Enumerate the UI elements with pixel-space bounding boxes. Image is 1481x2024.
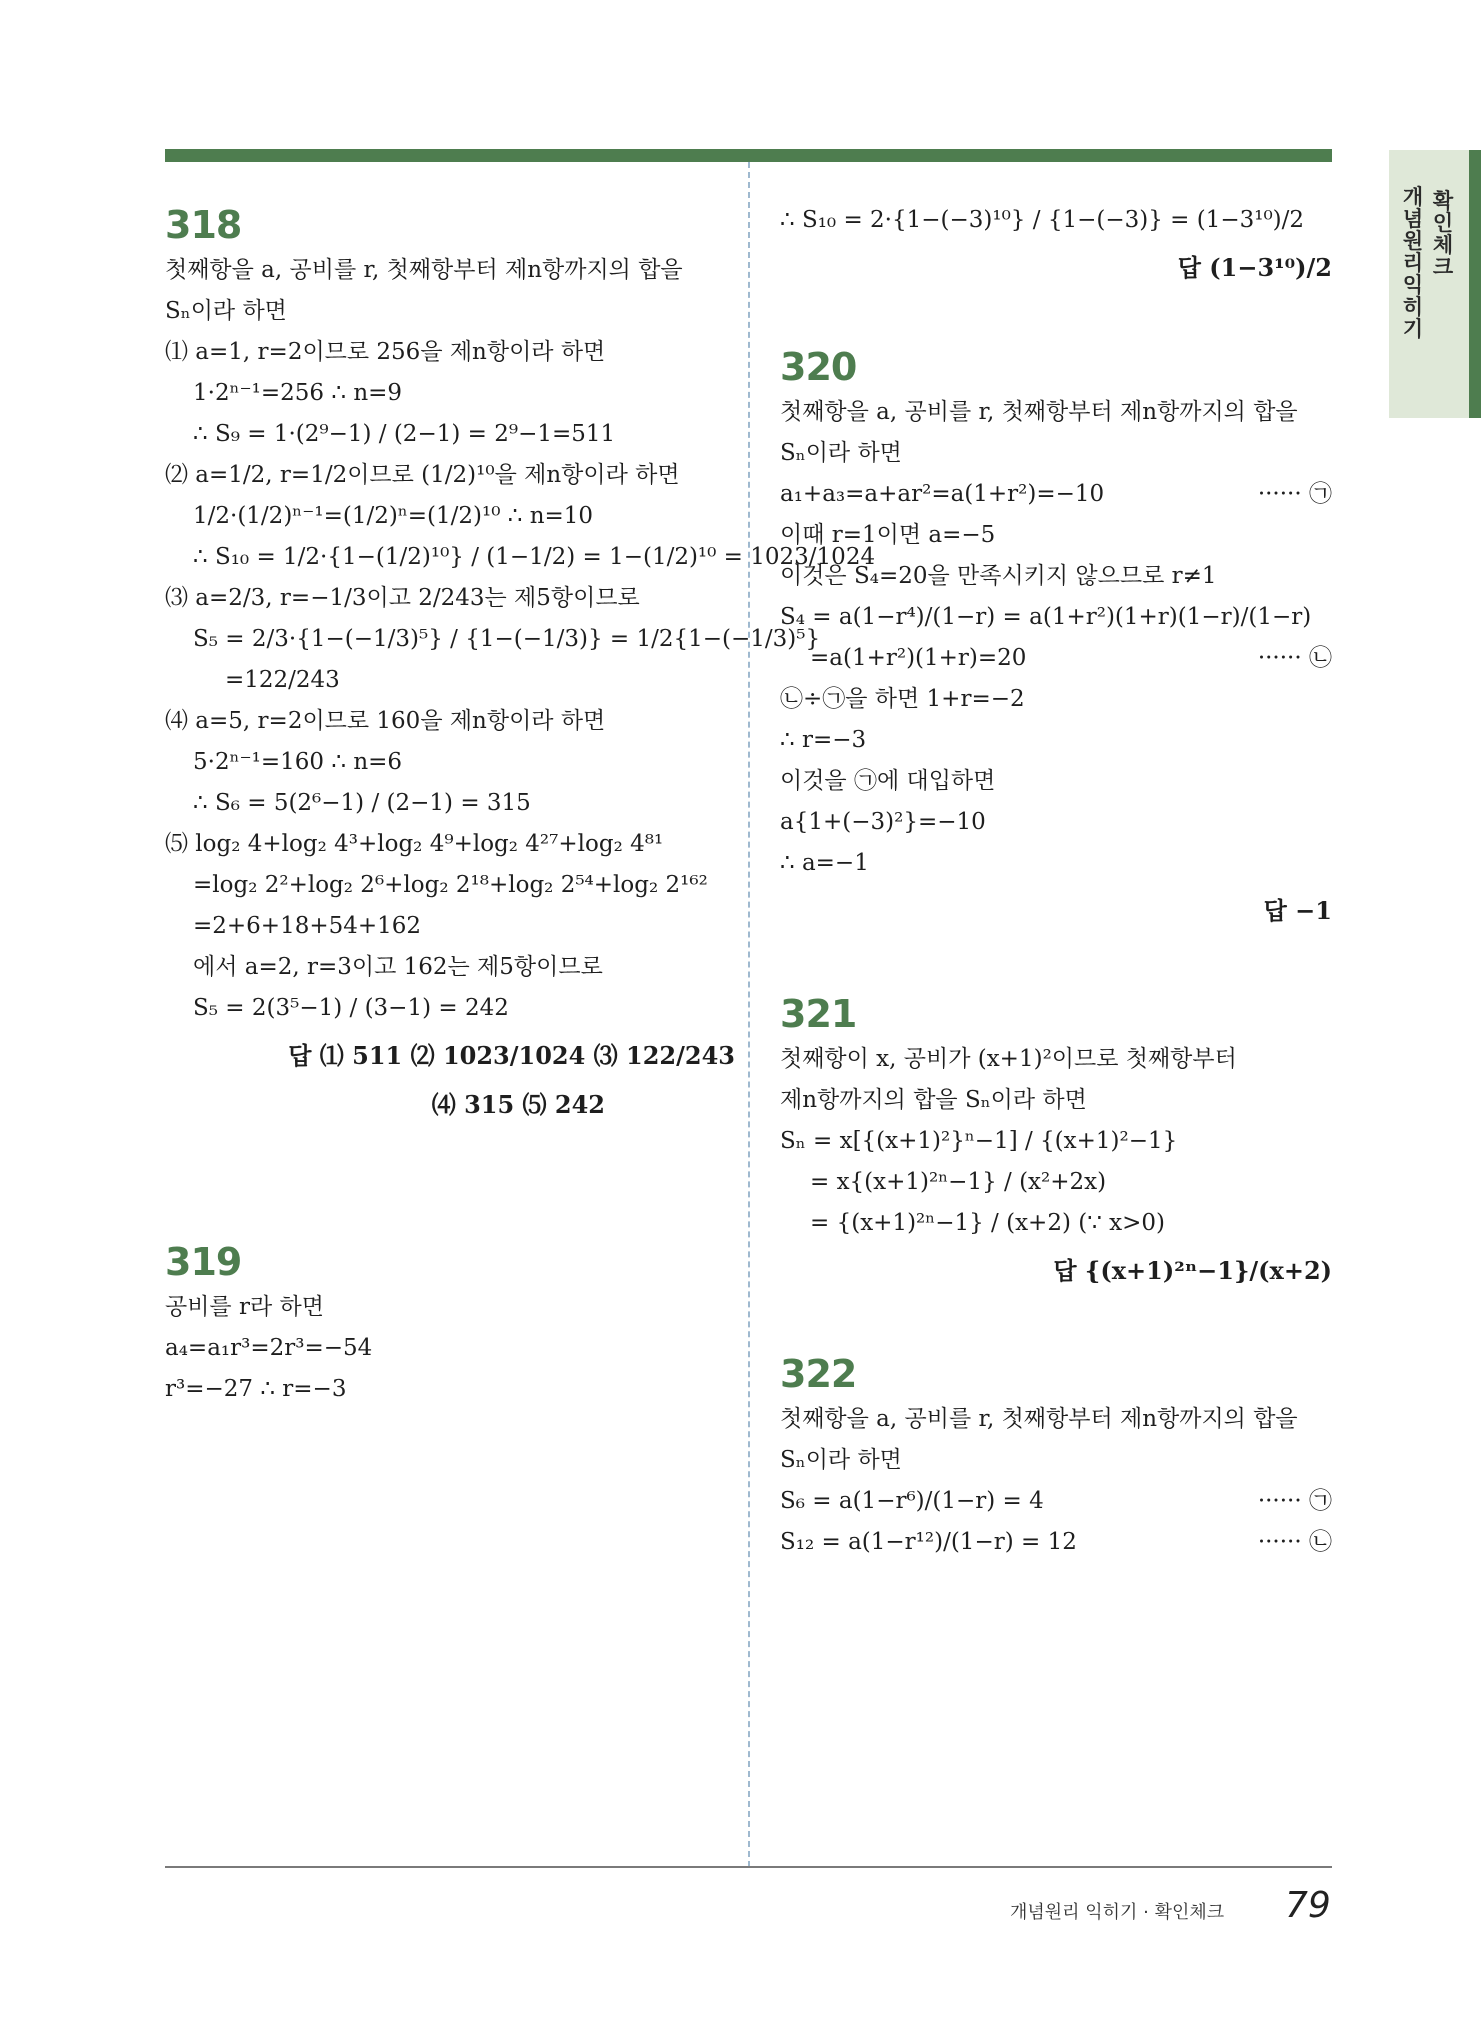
line-text: =a(1+r²)(1+r)=20 [810, 645, 1027, 671]
line: Sₙ이라 하면 [780, 1447, 902, 1473]
top-green-bar [165, 149, 1332, 162]
side-tab-col1: 개념원리 익히기 [1402, 185, 1424, 341]
line: r³=−27 ∴ r=−3 [165, 1376, 347, 1402]
line: 첫째항을 a, 공비를 r, 첫째항부터 제n항까지의 합을 [165, 257, 683, 283]
line: =2+6+18+54+162 [193, 913, 422, 939]
line-text: S₁₂ = a(1−r¹²)/(1−r) = 12 [780, 1529, 1077, 1555]
line: 제n항까지의 합을 Sₙ이라 하면 [780, 1087, 1087, 1113]
side-tab-col2: 확인체크 [1432, 189, 1454, 279]
line: 1/2·(1/2)ⁿ⁻¹=(1/2)ⁿ=(1/2)¹⁰ ∴ n=10 [193, 503, 594, 529]
line: 에서 a=2, r=3이고 162는 제5항이므로 [193, 954, 603, 980]
answer-319 [780, 247, 1332, 290]
line: 이때 r=1이면 a=−5 [780, 522, 996, 548]
line: ⑶ a=2/3, r=−1/3이고 2/243는 제5항이므로 [165, 585, 640, 611]
equation-mark-2: ······ ㉡ [1257, 645, 1332, 671]
answer-320-text: 답 −1 [1263, 896, 1332, 925]
line: =log₂ 2²+log₂ 2⁶+log₂ 2¹⁸+log₂ 2⁵⁴+log₂ 2¹⁶² [193, 872, 708, 898]
line: Sₙ이라 하면 [780, 440, 902, 466]
line: 이것은 S₄=20을 만족시키지 않으므로 r≠1 [780, 563, 1217, 589]
answer-319-text: 답 (1−3¹⁰)/2 [1177, 253, 1332, 282]
line: ⑴ a=1, r=2이므로 256을 제n항이라 하면 [165, 339, 606, 365]
line-with-mark [780, 474, 1332, 515]
line: ⑷ a=5, r=2이므로 160을 제n항이라 하면 [165, 708, 606, 734]
answer-320 [780, 890, 1332, 933]
equation-mark-1: ······ ㉠ [1257, 481, 1332, 507]
line-text: S₆ = a(1−r⁶)/(1−r) = 4 [780, 1488, 1044, 1514]
side-chapter-tab [1389, 150, 1481, 418]
line-with-mark [780, 638, 1332, 679]
answer-321-text: 답 {(x+1)²ⁿ−1}/(x+2) [1053, 1256, 1332, 1285]
answer-318-line1: 답 ⑴ 511 ⑵ 1023/1024 ⑶ 122/243 [288, 1041, 735, 1070]
line: 첫째항을 a, 공비를 r, 첫째항부터 제n항까지의 합을 [780, 399, 1298, 425]
line: ∴ S₆ = 5(2⁶−1) / (2−1) = 315 [193, 790, 531, 816]
line: ∴ S₁₀ = 1/2·{1−(1/2)¹⁰} / (1−1/2) = 1−(1/2)¹⁰ = 1023/1024 [193, 544, 876, 570]
problem-number-322: 322 [780, 1352, 857, 1396]
equation-mark-2: ······ ㉡ [1257, 1529, 1332, 1555]
line: = {(x+1)²ⁿ−1} / (x+2) (∵ x>0) [810, 1210, 1166, 1236]
column-divider [748, 162, 750, 1867]
answer-318 [165, 1035, 735, 1078]
equation-mark-1: ······ ㉠ [1257, 1488, 1332, 1514]
line: ∴ r=−3 [780, 727, 867, 753]
line: =122/243 [225, 667, 340, 693]
line: 1·2ⁿ⁻¹=256 ∴ n=9 [193, 380, 403, 406]
line-text: a₁+a₃=a+ar²=a(1+r²)=−10 [780, 481, 1105, 507]
footer-label: 개념원리 익히기 · 확인체크 [1010, 1902, 1225, 1923]
line: Sₙ이라 하면 [165, 298, 287, 324]
line: ⑸ log₂ 4+log₂ 4³+log₂ 4⁹+log₂ 4²⁷+log₂ 4⁸¹ [165, 831, 664, 857]
answer-321 [780, 1250, 1332, 1293]
line: ㉡÷㉠을 하면 1+r=−2 [780, 686, 1025, 712]
line-with-mark [780, 1481, 1332, 1522]
answer-318-line2: ⑷ 315 ⑸ 242 [431, 1090, 605, 1119]
line: 첫째항이 x, 공비가 (x+1)²이므로 첫째항부터 [780, 1046, 1237, 1072]
line: ⑵ a=1/2, r=1/2이므로 (1/2)¹⁰을 제n항이라 하면 [165, 462, 680, 488]
line: S₅ = 2/3·{1−(−1/3)⁵} / {1−(−1/3)} = 1/2{1−(−1/3)⁵} [193, 626, 821, 652]
line: 5·2ⁿ⁻¹=160 ∴ n=6 [193, 749, 403, 775]
line: 첫째항을 a, 공비를 r, 첫째항부터 제n항까지의 합을 [780, 1406, 1298, 1432]
line: a₄=a₁r³=2r³=−54 [165, 1335, 373, 1361]
problem-number-320: 320 [780, 345, 857, 389]
line: S₅ = 2(3⁵−1) / (3−1) = 242 [193, 995, 509, 1021]
line: a{1+(−3)²}=−10 [780, 809, 986, 835]
line-with-mark [780, 1522, 1332, 1563]
line: Sₙ = x[{(x+1)²}ⁿ−1] / {(x+1)²−1} [780, 1128, 1178, 1154]
problem-number-318: 318 [165, 203, 242, 247]
line: ∴ a=−1 [780, 850, 869, 876]
line: ∴ S₉ = 1·(2⁹−1) / (2−1) = 2⁹−1=511 [193, 421, 616, 447]
line: 이것을 ㉠에 대입하면 [780, 768, 996, 794]
answer-318-b [165, 1084, 735, 1127]
line: = x{(x+1)²ⁿ−1} / (x²+2x) [810, 1169, 1107, 1195]
problem-number-321: 321 [780, 992, 857, 1036]
problem-number-319: 319 [165, 1240, 242, 1284]
page-number: 79 [1285, 1885, 1331, 1926]
line: 공비를 r라 하면 [165, 1294, 324, 1320]
line: ∴ S₁₀ = 2·{1−(−3)¹⁰} / {1−(−3)} = (1−3¹⁰)/2 [780, 207, 1305, 233]
right-column [780, 200, 1332, 1563]
line: S₄ = a(1−r⁴)/(1−r) = a(1+r²)(1+r)(1−r)/(1−r) [780, 604, 1312, 630]
side-tab-edge [1469, 150, 1481, 418]
bottom-rule [165, 1866, 1332, 1868]
